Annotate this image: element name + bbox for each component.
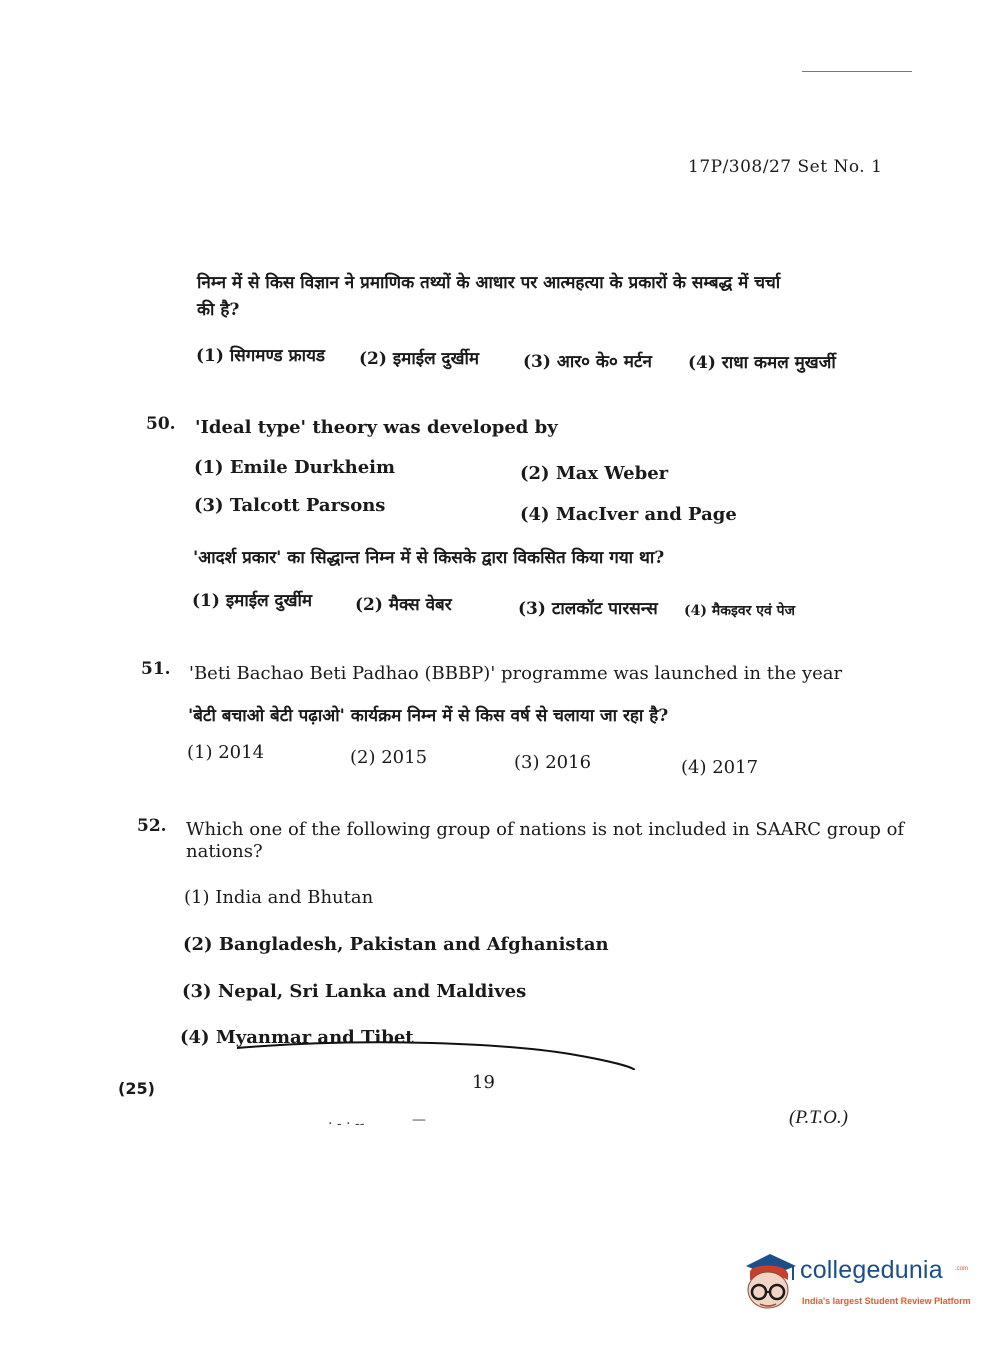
- page-number: 19: [472, 1072, 495, 1093]
- q50-option-1: (1) Emile Durkheim: [194, 457, 396, 478]
- student-mascot-icon: [742, 1250, 798, 1314]
- q50-hindi-option-2: (2) मैक्स वेबर: [355, 595, 452, 615]
- set-code: 17P/308/27 Set No. 1: [688, 157, 883, 177]
- q49-hindi-option-1: (1) सिगमण्ड फ्रायड: [196, 346, 326, 366]
- q51-option-4: (4) 2017: [681, 757, 759, 778]
- q50-option-4: (4) MacIver and Page: [520, 504, 737, 525]
- q49-hindi-line1: निम्न में से किस विज्ञान ने प्रमाणिक तथ्यों के आधार पर आत्महत्या के प्रकारों के सम्बद्ध में चर्चा: [197, 273, 781, 293]
- q49-hindi-option-4: (4) राधा कमल मुखर्जी: [688, 353, 836, 373]
- q49-hindi-option-3: (3) आर० के० मर्टन: [523, 352, 652, 372]
- q50-hindi-question: 'आदर्श प्रकार' का सिद्धान्त निम्न में से किसके द्वारा विकसित किया गया था?: [193, 548, 665, 568]
- q50-option-2: (2) Max Weber: [520, 463, 669, 484]
- q50-question: 'Ideal type' theory was developed by: [195, 417, 558, 438]
- logo-suffix: .com: [955, 1266, 969, 1272]
- q52-option-3: (3) Nepal, Sri Lanka and Maldives: [182, 981, 527, 1002]
- scan-mark: —: [412, 1112, 426, 1128]
- q52-number: 52.: [137, 816, 167, 836]
- q50-hindi-option-4: (4) मैकइवर एवं पेज: [684, 603, 795, 619]
- footer-left-code: (25): [118, 1079, 155, 1098]
- q51-option-3: (3) 2016: [514, 752, 592, 773]
- logo-name: collegedunia: [800, 1256, 943, 1284]
- q51-question: 'Beti Bachao Beti Padhao (BBBP)' programme was launched in the year: [189, 663, 843, 684]
- strike-through-scribble: [235, 1040, 635, 1070]
- q50-option-3: (3) Talcott Parsons: [194, 495, 386, 516]
- q50-hindi-option-1: (1) इमाईल दुर्खीम: [192, 591, 313, 611]
- q52-option-2: (2) Bangladesh, Pakistan and Afghanistan: [183, 934, 609, 955]
- q50-number: 50.: [146, 414, 176, 434]
- q52-question-line2: nations?: [186, 841, 263, 862]
- q52-question-line1: Which one of the following group of nations is not included in SAARC group of: [186, 819, 905, 840]
- q52-option-4: (4) Myanmar and Tibet: [180, 1027, 414, 1048]
- pto-note: (P.T.O.): [789, 1107, 848, 1128]
- logo-tagline: India's largest Student Review Platform: [802, 1296, 971, 1306]
- q51-option-1: (1) 2014: [187, 742, 265, 763]
- scan-specks: · - · --: [328, 1116, 365, 1132]
- q51-number: 51.: [141, 659, 171, 679]
- q51-hindi-question: 'बेटी बचाओ बेटी पढ़ाओ' कार्यक्रम निम्न में से किस वर्ष से चलाया जा रहा है?: [188, 706, 669, 726]
- q50-hindi-option-3: (3) टालकॉट पारसन्स: [518, 599, 658, 619]
- q52-option-1: (1) India and Bhutan: [184, 887, 374, 908]
- collegedunia-logo[interactable]: [742, 1250, 972, 1314]
- top-rule: [802, 71, 912, 72]
- q49-hindi-option-2: (2) इमाईल दुर्खीम: [359, 349, 480, 369]
- q49-hindi-line2: की है?: [197, 300, 240, 320]
- q51-option-2: (2) 2015: [350, 747, 428, 768]
